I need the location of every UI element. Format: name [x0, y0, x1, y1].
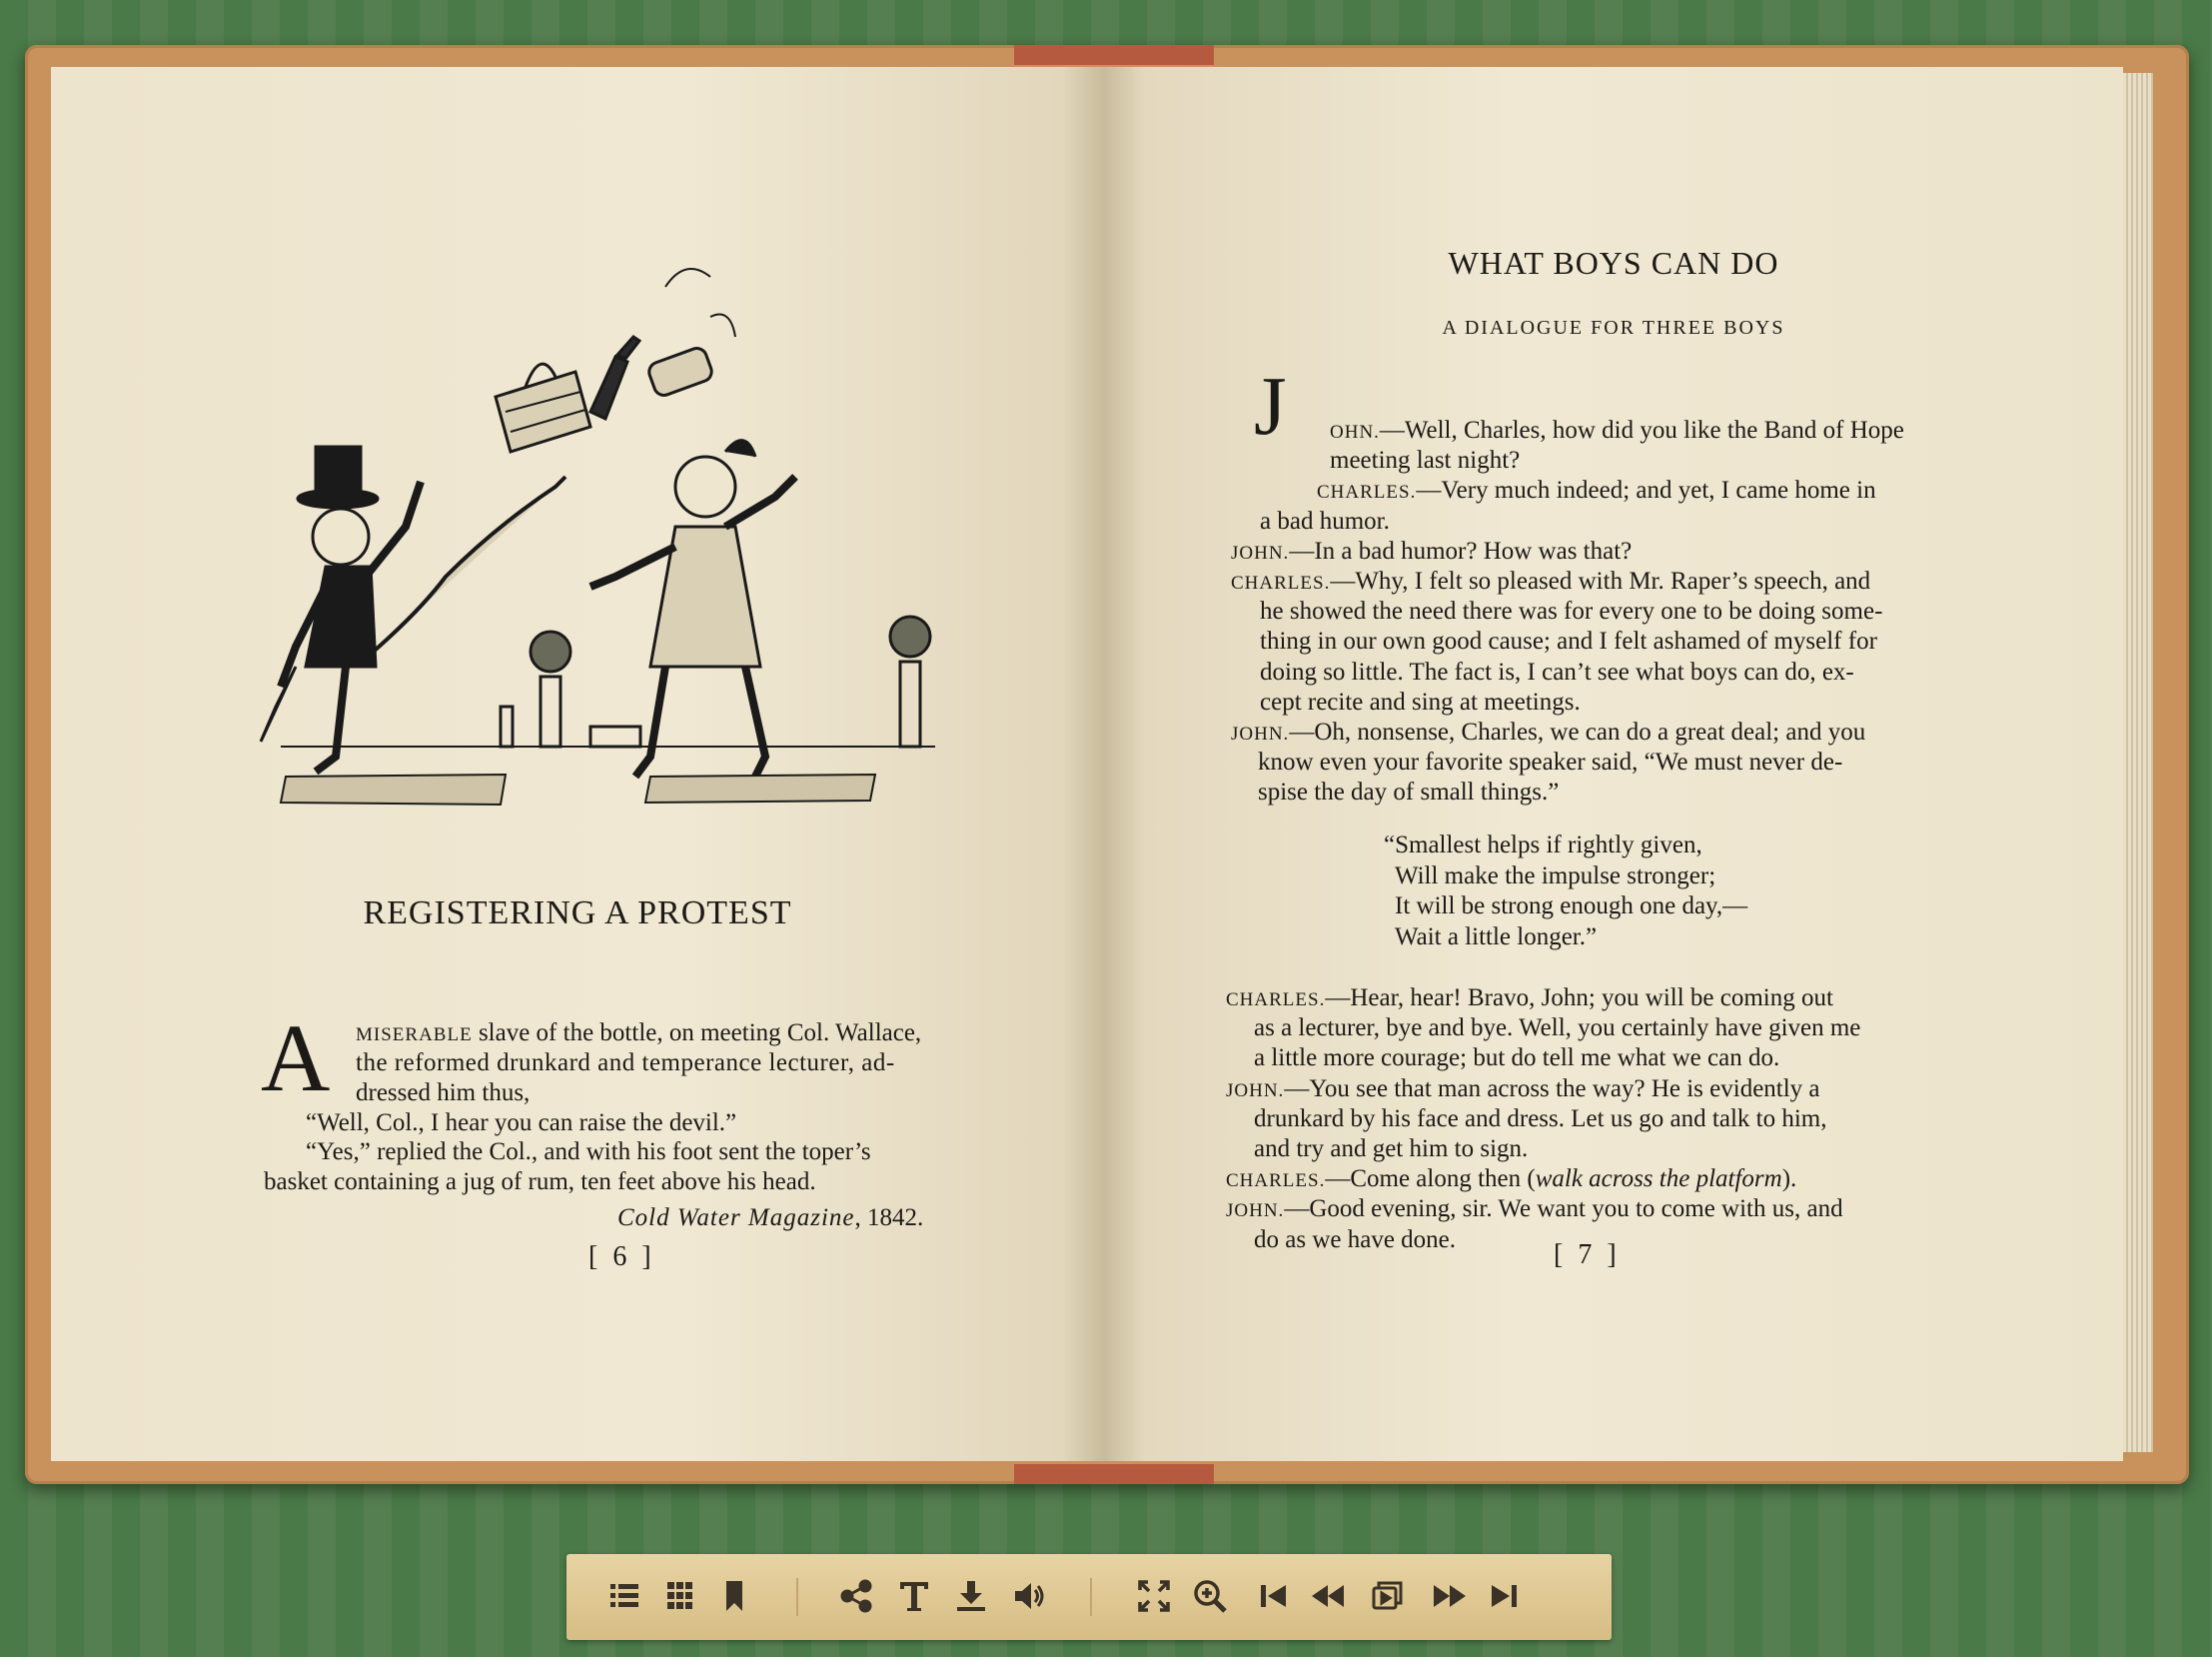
last-page-button[interactable] — [1482, 1574, 1526, 1618]
left-para-smallcaps: MISERABLE — [356, 1024, 473, 1045]
fast-forward-icon — [1432, 1578, 1468, 1614]
right-page-title: WHAT BOYS CAN DO — [1448, 245, 1779, 281]
share-icon — [838, 1578, 874, 1614]
dialogue-text: —Well, Charles, how did you like the Band of Hope — [1379, 417, 1904, 444]
spine-top — [1014, 45, 1214, 65]
stage-direction-close: ). — [1781, 1165, 1797, 1193]
left-para-line1 — [356, 1018, 921, 1050]
bookmark-icon — [716, 1578, 752, 1614]
dialogue-text: and try and get him to sign. — [1254, 1135, 1529, 1162]
list-icon — [606, 1578, 642, 1614]
speaker-name: CHARLES. — [1226, 1170, 1326, 1192]
dialogue1-line — [1260, 659, 1854, 687]
left-para-line2: the reformed drunkard and temperance lecturer, ad- — [356, 1049, 895, 1076]
poem-line: It will be strong enough one day,— — [1395, 892, 1748, 919]
first-page-button[interactable] — [1252, 1574, 1296, 1618]
download-icon — [953, 1578, 989, 1614]
grid-icon — [662, 1578, 698, 1614]
dialogue-text: meeting last night? — [1330, 447, 1521, 475]
dialogue1-line — [1330, 417, 1904, 445]
dialogue-text: know even your favorite speaker said, “We must never de- — [1258, 749, 1843, 777]
zoom-in-icon — [1192, 1578, 1228, 1614]
thumbnails-button[interactable] — [658, 1574, 702, 1618]
book-frame — [25, 45, 2189, 1484]
dialogue1-line — [1258, 779, 1559, 807]
speaker-name: JOHN. — [1231, 724, 1290, 745]
left-page[interactable] — [51, 67, 1104, 1461]
dialogue-text: drunkard by his face and dress. Let us go and talk to him, — [1254, 1104, 1827, 1132]
last-page-icon — [1486, 1578, 1522, 1614]
dialogue2-line — [1254, 1044, 1779, 1072]
dialogue-text: doing so little. The fact is, I can’t see what boys can do, ex- — [1260, 658, 1854, 686]
slideshow-icon — [1370, 1578, 1406, 1614]
rewind-icon — [1310, 1578, 1346, 1614]
dialogue-text: do as we have done. — [1254, 1225, 1457, 1253]
left-dropcap: A — [261, 1004, 331, 1111]
dialogue2-line — [1254, 1135, 1528, 1163]
illustration-protest — [256, 197, 1025, 836]
dialogue-text: he showed the need there was for every one to be doing some- — [1260, 598, 1883, 626]
speaker-name: JOHN. — [1226, 1079, 1285, 1101]
download-button[interactable] — [949, 1574, 993, 1618]
dialogue-text: —Good evening, sir. We want you to come with us, and — [1284, 1195, 1843, 1223]
right-page[interactable] — [1104, 67, 2123, 1461]
text-icon — [896, 1578, 932, 1614]
dialogue1-line — [1330, 447, 1520, 475]
dialogue-text: cept recite and sing at meetings. — [1260, 688, 1581, 716]
speaker-name: CHARLES. — [1226, 989, 1326, 1010]
poem-line: “Smallest helps if rightly given, — [1384, 831, 1702, 858]
top-hat-man — [261, 447, 565, 772]
dialogue1-line — [1260, 628, 1877, 656]
right-page-subtitle: A DIALOGUE FOR THREE BOYS — [1442, 317, 1785, 339]
left-page-title: REGISTERING A PROTEST — [363, 894, 792, 931]
dialogue-text: —Come along then ( — [1325, 1165, 1536, 1193]
dialogue2-line — [1226, 1165, 1796, 1193]
dialogue1-line — [1260, 689, 1581, 717]
dialogue-text: —Very much indeed; and yet, I came home in — [1416, 477, 1876, 505]
dialogue2-line — [1226, 1075, 1820, 1103]
dialogue2-line — [1254, 1226, 1456, 1254]
left-page-number: [ 6 ] — [588, 1241, 655, 1272]
share-button[interactable] — [834, 1574, 878, 1618]
speaker-name: OHN. — [1330, 422, 1380, 443]
left-para-line6: basket containing a jug of rum, ten feet above his head. — [264, 1168, 816, 1195]
auto-flip-button[interactable] — [1366, 1574, 1410, 1618]
dialogue-text: thing in our own good cause; and I felt ashamed of myself for — [1260, 628, 1877, 656]
dialogue1-line — [1260, 598, 1882, 626]
fullscreen-button[interactable] — [1132, 1574, 1176, 1618]
dialogue-text: —Hear, hear! Bravo, John; you will be coming out — [1325, 984, 1833, 1011]
next-page-button[interactable] — [1428, 1574, 1472, 1618]
bookmark-button[interactable] — [712, 1574, 756, 1618]
dialogue-text: a little more courage; but do tell me what we can do. — [1254, 1044, 1780, 1072]
speaker-name: JOHN. — [1226, 1200, 1285, 1222]
left-para-line5: “Yes,” replied the Col., and with his foot sent the toper’s — [306, 1138, 871, 1165]
left-source-line — [617, 1203, 923, 1233]
flying-basket — [496, 364, 590, 452]
dialogue-text: —Why, I felt so pleased with Mr. Raper’s speech, and — [1330, 568, 1871, 595]
dialogue1-line — [1258, 749, 1842, 777]
dialogue2-line — [1226, 984, 1833, 1012]
dialogue-text: —In a bad humor? How was that? — [1289, 537, 1633, 565]
left-para-line3: dressed him thus, — [356, 1079, 531, 1106]
poem-line: Wait a little longer.” — [1395, 922, 1598, 950]
dialogue-text: a bad humor. — [1260, 507, 1390, 535]
fullscreen-icon — [1136, 1578, 1172, 1614]
left-para-line1-text: slave of the bottle, on meeting Col. Wallace, — [472, 1019, 922, 1046]
text-mode-button[interactable] — [892, 1574, 936, 1618]
left-para-line4: “Well, Col., I hear you can raise the devil.” — [306, 1109, 737, 1136]
speaker-name: CHARLES. — [1231, 573, 1331, 594]
dialogue1-line — [1231, 719, 1865, 747]
stage-direction: walk across the platform — [1535, 1165, 1782, 1193]
left-source: Cold Water Magazine — [617, 1204, 855, 1231]
first-page-icon — [1256, 1578, 1292, 1614]
speaker-name: CHARLES. — [1317, 482, 1417, 504]
poem-line: Will make the impulse stronger; — [1395, 861, 1716, 889]
previous-page-button[interactable] — [1306, 1574, 1350, 1618]
dialogue1-line — [1231, 568, 1870, 596]
dialogue2-line — [1254, 1105, 1826, 1133]
speaker-name: JOHN. — [1231, 542, 1290, 564]
spine-bottom — [1014, 1464, 1214, 1484]
right-page-number: [ 7 ] — [1554, 1239, 1621, 1270]
ground-stones — [281, 747, 935, 805]
dialogue1-line — [1231, 538, 1632, 566]
dialogue-text: —Oh, nonsense, Charles, we can do a great deal; and you — [1289, 719, 1866, 746]
zoom-in-button[interactable] — [1188, 1574, 1232, 1618]
table-of-contents-button[interactable] — [602, 1574, 646, 1618]
dialogue-text: spise the day of small things.” — [1258, 779, 1560, 807]
left-source-year: , 1842. — [854, 1204, 924, 1231]
sound-button[interactable] — [1007, 1574, 1051, 1618]
dialogue-text: as a lecturer, bye and bye. Well, you certainly have given me — [1254, 1014, 1861, 1042]
dialogue1-line — [1260, 508, 1390, 536]
dialogue1-line — [1317, 477, 1876, 505]
speaker-icon — [1011, 1578, 1047, 1614]
right-dropcap: J — [1254, 360, 1287, 453]
dialogue-text: —You see that man across the way? He is evidently a — [1284, 1074, 1820, 1102]
flying-bottles — [590, 269, 735, 419]
dialogue2-line — [1254, 1014, 1860, 1042]
toolbar-separator — [796, 1578, 798, 1616]
toolbar-separator — [1090, 1578, 1092, 1616]
dialogue2-line — [1226, 1195, 1843, 1223]
reader-toolbar — [566, 1554, 1612, 1640]
